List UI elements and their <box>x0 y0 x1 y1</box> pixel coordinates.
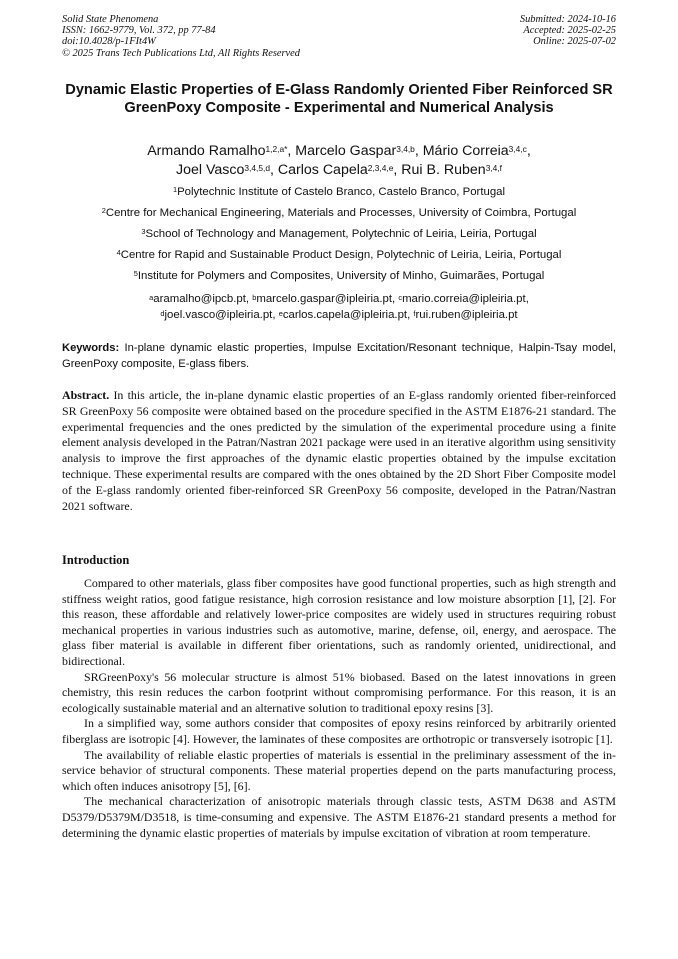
keywords-label: Keywords: <box>62 342 120 354</box>
author-emails: $^a$aramalho@ipcb.pt, $^b$marcelo.gaspar@ipleiria.pt, $^c$mario.correia@ipleiria.pt, $^d$joel.vasco@ipleiria.pt, $^e$carlos.capela@ipleiria.pt, $^f$rui.ruben@ipleiria.pt <box>149 293 529 321</box>
email[interactable]: $^c$mario.correia@ipleiria.pt <box>398 293 526 305</box>
copyright: © 2025 Trans Tech Publications Ltd, All Rights Reserved <box>62 47 300 59</box>
author-affil-sup: 1,2,a* <box>265 144 288 154</box>
email[interactable]: $^a$aramalho@ipcb.pt <box>149 293 246 305</box>
accepted-date: Accepted: 2025-02-25 <box>523 25 616 37</box>
submitted-date: Submitted: 2024-10-16 <box>519 14 616 25</box>
author: Armando Ramalho$^{1,2,a*}$, <box>147 143 296 159</box>
publication-dates <box>520 14 616 48</box>
author-affil-sup: 2,3,4,e <box>367 163 394 173</box>
paragraph: The availability of reliable elastic properties of materials is essential in the preliminary assessment of the in-service behavior of structural components. These material properties depend on the parts manufacturing process, which often induces anisotropy [5], [6]. <box>62 747 616 793</box>
affiliation-1: $^1$Polytechnic Institute of Castelo Branco, Castelo Branco, Portugal <box>172 185 506 198</box>
author <box>401 162 502 178</box>
author-name: Marcelo Gaspar <box>295 143 397 159</box>
author-affil-sup: 3,4,b <box>396 144 415 154</box>
section-heading: Introduction <box>62 553 130 567</box>
abstract-section <box>62 388 616 514</box>
keywords-text: In-plane dynamic elastic properties, Impulse Excitation/Resonant technique, Halpin-Tsay model, GreenPoxy composite, E-glass fibers. <box>62 342 616 370</box>
online-date: Online: 2025-07-02 <box>533 36 616 48</box>
author-name: Mário Correia <box>422 143 509 159</box>
author-name: Armando Ramalho <box>147 143 266 159</box>
affiliation-4: $^4$Centre for Rapid and Sustainable Product Design, Polytechnic of Leiria, Leiria, Portugal <box>116 248 562 261</box>
author-list <box>62 142 616 180</box>
author-affil-sup: 3,4,5,d <box>244 163 270 173</box>
author-affil-sup: 3,4,f <box>485 163 502 173</box>
paragraph: SRGreenPoxy's 56 molecular structure is almost 51% biobased. Based on the latest innovations in green chemistry, this resin reduces the carbon footprint without compromising performance. For this reason, it is an ecologically sustainable material and an alternative solution to traditional epoxy resins [3]. <box>62 669 616 715</box>
author: Mário Correia$^{3,4,c}$, <box>422 143 531 159</box>
paragraph: The mechanical characterization of anisotropic materials through classic tests, ASTM D638 and ASTM D5379/D5379M/D3518, is time-consuming and expensive. The ASTM E1876-21 standard presents a method for determining the dynamic elastic properties of materials by impulse excitation of vibration at room temperature. <box>62 794 616 840</box>
doi[interactable]: doi:10.4028/p-1FIt4W <box>62 36 156 48</box>
journal-info <box>62 14 300 59</box>
affiliation-5: $^5$Institute for Polymers and Composites, University of Minho, Guimarães, Portugal <box>133 269 545 282</box>
affiliation-2: $^2$Centre for Mechanical Engineering, Materials and Processes, University of Coimbra, Portugal <box>101 206 577 219</box>
paragraph: In a simplified way, some authors consider that composites of epoxy resins reinforced by arbitrarily oriented fiberglass are isotropic [4]. However, the laminates of these composites are orthotropic or transversely isotropic [1]. <box>62 716 616 746</box>
author: Marcelo Gaspar$^{3,4,b}$, <box>295 143 423 159</box>
author: Joel Vasco$^{3,4,5,d}$, <box>176 162 278 178</box>
author-name: Joel Vasco <box>176 162 245 178</box>
abstract-text: In this article, the in-plane dynamic elastic properties of an E-glass randomly oriented fiber-reinforced SR GreenPoxy 56 composite were obtained based on the procedure specified in the ASTM E1876-21 standard. The experimental frequencies and the ones predicted by the simulation of the experimental procedure using a finite element analysis developed in the Patran/Nastran 2021 package were used in an iterative algorithm using sensitivity analysis to improve the first approaches of the dynamic elastic properties obtained by the impulse excitation technique. These experimental results are compared with the ones obtained by the 2D Short Fiber Composite model of the E-glass randomly oriented fiber-reinforced SR GreenPoxy 56 composite, developed in the Patran/Nastran 2021 software. <box>62 388 616 513</box>
author: Carlos Capela$^{2,3,4,e}$, <box>277 162 402 178</box>
affiliation-3: $^3$School of Technology and Management, Polytechnic of Leiria, Leiria, Portugal <box>141 227 537 240</box>
abstract-label: Abstract. <box>62 388 110 402</box>
keywords-section <box>62 340 616 372</box>
author-affil-sup: 3,4,c <box>508 144 527 154</box>
email[interactable]: $^f$rui.ruben@ipleiria.pt <box>413 309 518 321</box>
paragraph: Compared to other materials, glass fiber composites have good functional properties, such as high strength and stiffness weight ratios, good fatigue resistance, high corrosion resistance and low moisture absorption [1], [2]. For this reason, these affordable and relatively lower-price composites are widely used in structures requiring robust mechanical properties in various industries such as automotive, marine, defense, oil, energy, and aerospace. The glass fiber material is available in different fiber orientations, such as randomly oriented, unidirectional, and bidirectional. <box>62 576 616 668</box>
email[interactable]: $^d$joel.vasco@ipleiria.pt <box>160 309 273 321</box>
author-name: Carlos Capela <box>277 162 368 178</box>
journal-name: Solid State Phenomena <box>62 14 159 25</box>
paper-title: Dynamic Elastic Properties of E-Glass Randomly Oriented Fiber Reinforced SR GreenPoxy Composite - Experimental and Numerical Analysis <box>65 82 613 116</box>
author-name: Rui B. Ruben <box>401 162 486 178</box>
introduction-body <box>62 576 616 841</box>
email[interactable]: $^e$carlos.capela@ipleiria.pt <box>278 309 408 321</box>
issn-volume: ISSN: 1662-9779, Vol. 372, pp 77-84 <box>62 25 216 37</box>
email[interactable]: $^b$marcelo.gaspar@ipleiria.pt <box>252 293 393 305</box>
